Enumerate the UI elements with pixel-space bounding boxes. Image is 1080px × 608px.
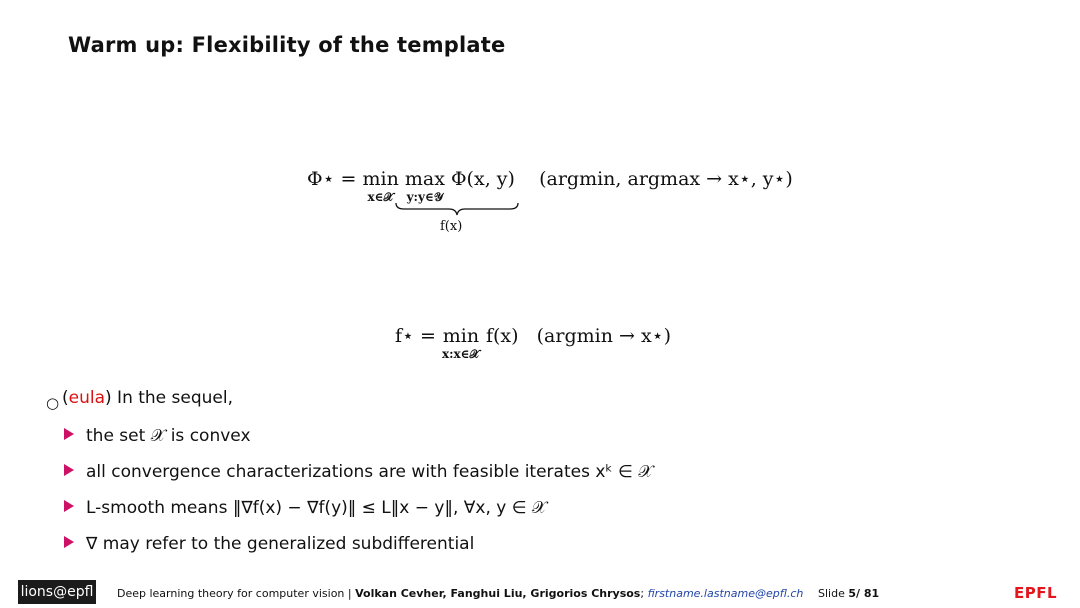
eq2-note: (argmin → x⋆)	[536, 325, 671, 347]
bullet-item: all convergence characterizations are with feasible iterates xᵏ ∈ 𝒳	[64, 462, 653, 482]
eq1-min-subscript: x∈𝒳	[367, 190, 394, 204]
min-equation	[395, 325, 671, 360]
eq1-min-operator: min x∈𝒳	[362, 168, 399, 204]
lead-text: (eula) In the sequel,	[62, 388, 234, 408]
eq2-body: f(x)	[485, 325, 519, 347]
triangle-bullet-icon	[64, 428, 74, 440]
underbrace-label: f(x)	[440, 219, 463, 234]
epfl-logo: EPFL	[1014, 584, 1058, 602]
bullet-item: the set 𝒳 is convex	[64, 426, 251, 446]
eq2-min-subscript: x:x∈𝒳	[441, 347, 480, 361]
triangle-bullet-icon	[64, 536, 74, 548]
circle-bullet-icon: ○	[46, 394, 60, 412]
lions-logo: lions@epfl	[18, 580, 96, 604]
minmax-equation	[307, 168, 793, 203]
footer-email: firstname.lastname@epfl.ch	[647, 587, 804, 600]
footer-authors: Volkan Cevher, Fanghui Liu, Grigorios Chrysos	[355, 587, 641, 600]
underbrace	[394, 201, 520, 217]
eq2-min-operator: min x:x∈𝒳	[441, 325, 480, 361]
eq1-lhs: Φ⋆ =	[307, 168, 357, 190]
eq1-max-operator: max y:y∈𝒴	[404, 168, 445, 204]
eq1-note: (argmin, argmax → x⋆, y⋆)	[539, 168, 793, 190]
slide-number: Slide 5/ 81	[818, 587, 880, 600]
eq1-body: Φ(x, y)	[450, 168, 515, 190]
eq1-max-subscript: y:y∈𝒴	[406, 190, 444, 204]
bullet-item: L-smooth means ‖∇f(x) − ∇f(y)‖ ≤ L‖x − y‖, ∀x, y ∈ 𝒳	[64, 498, 547, 518]
triangle-bullet-icon	[64, 500, 74, 512]
triangle-bullet-icon	[64, 464, 74, 476]
eula-highlight: eula	[68, 388, 106, 408]
footer-text: Deep learning theory for computer vision | Volkan Cevher, Fanghui Liu, Grigorios Chrysos; firstname.lastname@epfl.ch	[117, 587, 804, 600]
bullet-item: ∇ may refer to the generalized subdifferential	[64, 534, 474, 554]
slide-title: Warm up: Flexibility of the template	[68, 33, 506, 57]
eq2-lhs: f⋆ =	[395, 325, 436, 347]
